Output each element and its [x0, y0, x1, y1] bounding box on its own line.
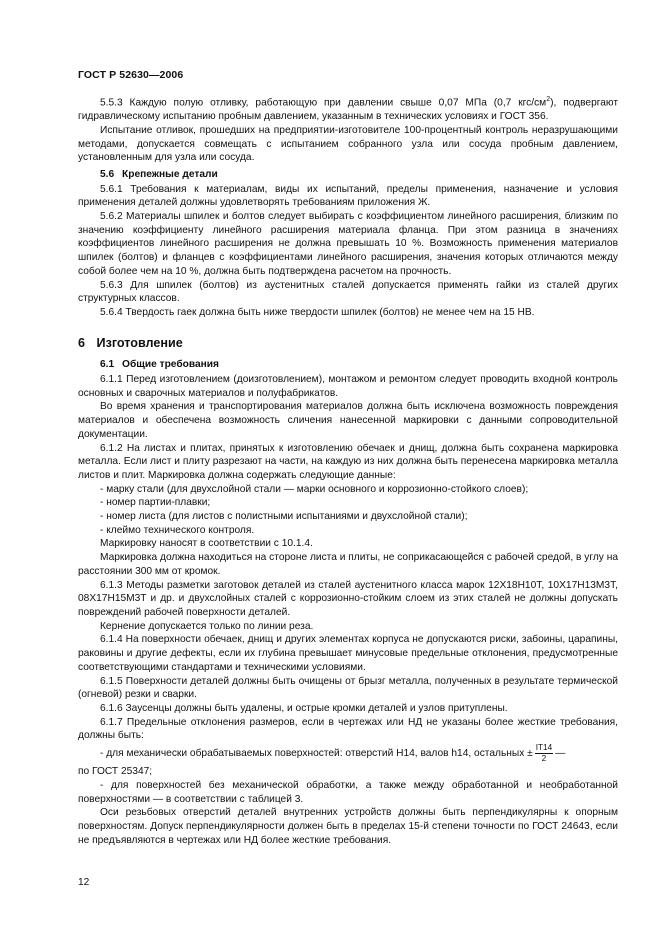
paragraph-5-6-3: 5.6.3 Для шпилек (болтов) из аустенитных сталей допускается применять гайки из сталей других структурных классов.	[78, 279, 618, 305]
paragraph-6-1-3-b: Кернение допускается только по линии реза.	[100, 620, 314, 632]
paragraph-5-6-4: 5.6.4 Твердость гаек должна быть ниже твердости шпилек (болтов) не менее чем на 15 НВ.	[100, 306, 535, 318]
fraction-denominator: 2	[541, 754, 547, 764]
page-number: 12	[78, 877, 90, 888]
paragraph-surfaces: - для поверхностей без механической обработки, а также между обработанной и необработанной поверхностями — в соответствии с таблицей 3.	[78, 779, 618, 805]
section-heading-6-1	[78, 358, 618, 372]
paragraph-6-1-4: 6.1.4 На поверхности обечаек, днищ и других элементах корпуса не допускаются риски, забоины, царапины, раковины и другие дефекты, если их глубина превышает минусовые предельные отклонения, предусмотренные соответствующими стандартами и техническими условиями.	[78, 634, 618, 673]
section-title: Крепежные детали	[122, 168, 218, 180]
document-id: ГОСТ Р 52630—2006	[78, 69, 184, 81]
paragraph-marking-1: Маркировку наносят в соответствии с 10.1.4.	[100, 538, 313, 550]
paragraph-6-1-1-b: Во время хранения и транспортирования материалов должна быть исключена возможность повреждения материалов и обеспечена возможность сличения нанесенной маркировки с данными сопроводительной документации.	[78, 401, 618, 440]
fraction	[535, 743, 553, 764]
section-number: 6.1	[100, 359, 115, 371]
chapter-number: 6	[78, 335, 86, 350]
list-item: - марку стали (для двухслойной стали — марки основного и коррозионно-стойкого слоев);	[100, 483, 529, 495]
paragraph-5-5-3-b: Испытание отливок, прошедших на предприятии-изготовителе 100-процентный контроль неразрушающими методами, допускается совмещать с испытанием собранного узла или сосуда пробным давлением, установленным для узла или сосуда.	[78, 124, 618, 164]
paragraph-5-5-3	[78, 93, 618, 124]
list-item: - номер партии-плавки;	[100, 497, 211, 509]
tolerance-formula-line	[78, 743, 618, 765]
paragraph-6-1-7: 6.1.7 Предельные отклонения размеров, если в чертежах или НД не указаны более жесткие требования, должны быть:	[78, 716, 618, 742]
section-title: Общие требования	[122, 359, 220, 371]
paragraph-5-6-2: 5.6.2 Материалы шпилек и болтов следует выбирать с коэффициентом линейного расширения, близким по значению коэффициенту линейного расширения материала фланца. При этом разница в значениях коэффициентов линейного расширения не должна превышать 10 %. Возможность применения материалов шпилек (болтов) и фланцев с коэффициентами линейного расширения, значения которых отличаются между собой более чем на 10 %, должна быть подтверждена расчетом на прочность.	[78, 211, 618, 277]
document-page	[78, 0, 618, 936]
superscript: 2	[546, 96, 551, 103]
chapter-title: Изготовление	[96, 335, 183, 350]
paragraph-5-6-1: 5.6.1 Требования к материалам, виды их испытаний, пределы применения, назначение и условия применения деталей должны удовлетворять требованиям приложения Ж.	[78, 183, 618, 209]
paragraph-5-5-3-text-a: 5.5.3 Каждую полую отливку, работающую при давлении свыше 0,07 МПа (0,7 кгс/см	[100, 97, 547, 109]
section-number: 5.6	[100, 168, 115, 180]
paragraph-5-5-3-text-b: ), подвергают гидравлическому испытанию пробным давлением, указанным в технических условиях и ГОСТ 356.	[78, 97, 618, 123]
paragraph-6-1-3: 6.1.3 Методы разметки заготовок деталей из сталей аустенитного класса марок 12Х18Н10Т, 10Х17Н13М3Т, 08Х17Н15М3Т и др. и двухслойных сталей с коррозионно-стойким слоем из этих сталей не должны допускать повреждений рабочей поверхности деталей.	[78, 579, 618, 618]
list-item: - номер листа (для листов с полистными испытаниями и двухслойной стали);	[100, 511, 468, 523]
chapter-heading-6	[78, 337, 618, 351]
formula-continuation: по ГОСТ 25347;	[78, 766, 153, 778]
paragraph-6-1-6: 6.1.6 Заусенцы должны быть удалены, и острые кромки деталей и узлов притуплены.	[100, 702, 508, 714]
list-item: - клеймо технического контроля.	[100, 524, 255, 536]
formula-text: - для механически обрабатываемых поверхностей: отверстий Н14, валов h14, остальных ±	[100, 748, 533, 760]
section-heading-5-6	[78, 168, 618, 182]
fraction-numerator: IT14	[535, 743, 553, 753]
paragraph-marking-2: Маркировка должна находиться на стороне листа и плиты, не соприкасающейся с рабочей средой, в углу на расстоянии 300 мм от кромок.	[78, 552, 618, 577]
formula-dash: —	[555, 748, 566, 760]
paragraph-6-1-1: 6.1.1 Перед изготовлением (доизготовлением), монтажом и ремонтом следует проводить входной контроль основных и сварочных материалов и полуфабрикатов.	[78, 374, 618, 399]
document-body	[78, 93, 618, 847]
paragraph-threads: Оси резьбовых отверстий деталей внутренних устройств должны быть перпендикулярны к опорным поверхностям. Допуск перпендикулярности должен быть в пределах 15-й степени точности по ГОСТ 24643, если не предъявляются в чертежах или НД более жесткие требования.	[78, 807, 618, 846]
paragraph-6-1-2: 6.1.2 На листах и плитах, принятых к изготовлению обечаек и днищ, должна быть сохранена маркировка металла. Если лист и плиту разрезают на части, на каждую из них должна быть перенесена маркировка металла листов и плит. Маркировка должна содержать следующие данные:	[78, 442, 618, 481]
paragraph-6-1-5: 6.1.5 Поверхности деталей должны быть очищены от брызг металла, полученных в результате термической (огневой) резки и сварки.	[78, 675, 618, 701]
